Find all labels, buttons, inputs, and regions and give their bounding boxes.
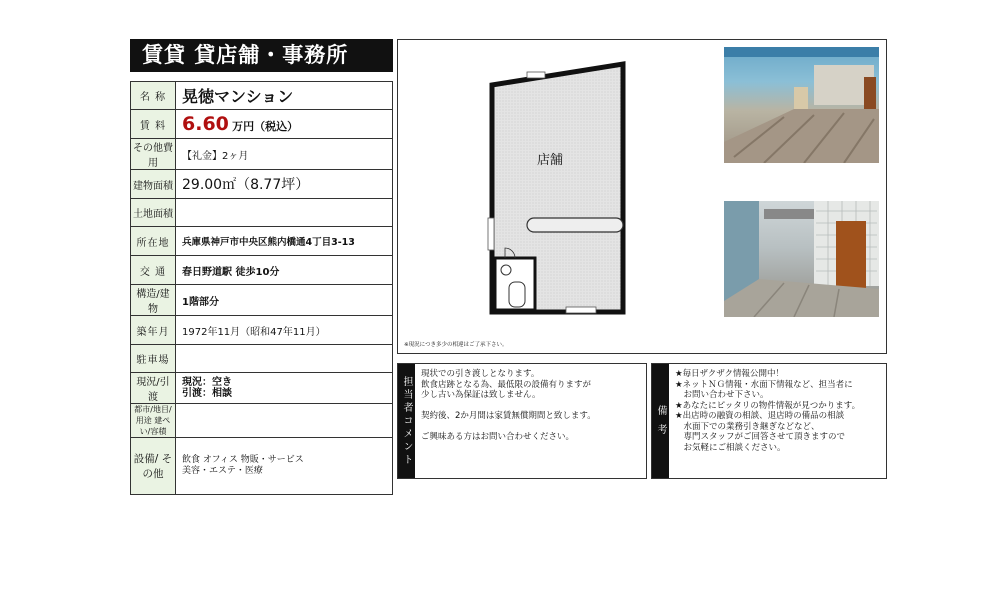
interior-photo-1-icon [724,47,879,163]
restroom [495,258,535,310]
address-label: 所在地 [131,227,176,256]
parking-label: 駐車場 [131,345,176,373]
zoning-label: 都市/地目/用途 建ぺい/容積 [131,404,176,438]
status-label: 現況/引渡 [131,373,176,404]
spec-row-status [131,373,393,404]
land-area-label: 土地面積 [131,199,176,227]
building-area-value: 29.00㎡（8.77坪） [182,177,310,193]
facility [176,438,393,495]
other-fees: 【礼金】2ヶ月 [176,139,393,170]
rent-label: 賃 料 [131,110,176,139]
comment-line: ★出店時の融資の相談、退店時の備品の相談 [675,411,845,421]
remarks-box [651,363,887,479]
comment-line: お気軽にご相談ください。 [675,442,786,453]
address: 兵庫県神戸市中央区熊内橋通4丁目3-13 [176,227,393,256]
comment-line: 水面下での業務引き継ぎなどなど、 [675,421,820,432]
spec-row-zoning [131,404,393,438]
status [176,373,393,404]
spec-row-transport [131,256,393,285]
comment-line: 専門スタッフがご回答させて頂きますので [675,432,846,442]
comment-line: 飲食店跡となる為、最低限の設備有りますが [421,379,592,390]
staff-comment-label [398,364,415,478]
comment-line: ★ネットＮＧ情報・水面下情報など、担当者に [675,379,853,390]
door-bottom [566,307,596,313]
remarks-label-text: 備 考 [655,404,666,438]
floorplan-photo-panel [397,39,887,354]
comment-line: ★あなたにピッタリの物件情報が見つかります。 [675,400,861,411]
spec-row-building-area [131,170,393,199]
structure-label: 構造/建物 [131,285,176,316]
remarks-label [652,364,669,478]
zoning [176,404,393,438]
door-left [488,218,494,250]
rent-cell [176,110,393,139]
spec-row-parking [131,345,393,373]
spec-row-structure [131,285,393,316]
name-label: 名 称 [131,82,176,110]
interior-photo-2-icon [724,201,879,317]
spec-row-land-area [131,199,393,227]
built: 1972年11月（昭和47年11月） [176,316,393,345]
room-label: 店舗 [536,153,564,168]
structure: 1階部分 [176,285,393,316]
staff-comment-text [421,369,642,443]
counter [527,218,623,232]
comment-line: 現状での引き渡しとなります。 [421,369,540,379]
land-area [176,199,393,227]
building-area [176,170,393,199]
comment-line: 少し古い為保証は致しません。 [421,390,541,400]
transport: 春日野道駅 徒歩10分 [176,256,393,285]
spec-row-address [131,227,393,256]
comment-line: お問い合わせ下さい。 [675,390,769,400]
spec-row-facility [131,438,393,495]
built-label: 築年月 [131,316,176,345]
window-top [527,72,545,78]
spec-row-rent [131,110,393,139]
staff-comment-box [397,363,647,479]
property-name-text: 晃徳マンション [182,87,294,106]
parking [176,345,393,373]
comment-line [421,422,642,433]
comment-line: ★毎日ザクザク情報公開中！ [675,369,784,379]
interior-photo-2-detail [724,201,879,317]
spec-row-other-fees [131,139,393,170]
interior-photo-1-detail [724,47,879,163]
status-line-2: 引渡：相談 [182,388,232,399]
floorplan-diagram [484,58,744,333]
spec-row-built [131,316,393,345]
other-fees-label: その他費用 [131,139,176,170]
staff-comment-label-text: 担当者コメント [401,375,412,467]
spec-row-name [131,82,393,110]
property-name [176,82,393,110]
rent-value: 6.60 [182,113,229,135]
transport-label: 交 通 [131,256,176,285]
page-title: 賃貸 貸店舗・事務所 [130,39,393,72]
floorplan-note: ※現況につき多少の相違はご了承下さい。 [404,342,508,348]
comment-line: ご興味ある方はお問い合わせください。 [421,432,575,442]
building-area-label: 建物面積 [131,170,176,199]
facility-line-1: 飲食 オフィス 物販・サービス [182,455,304,465]
rent-unit: 万円（税込） [232,120,299,133]
comment-line: 契約後、2か月間は家賃無償期間と致します。 [421,411,596,421]
status-line-1: 現況：空き [182,377,232,388]
remarks-text [675,369,882,453]
facility-label: 設備/ その他 [131,438,176,495]
property-spec-table [130,81,393,495]
facility-line-2: 美容・エステ・医療 [182,466,263,476]
comment-line [421,401,642,412]
